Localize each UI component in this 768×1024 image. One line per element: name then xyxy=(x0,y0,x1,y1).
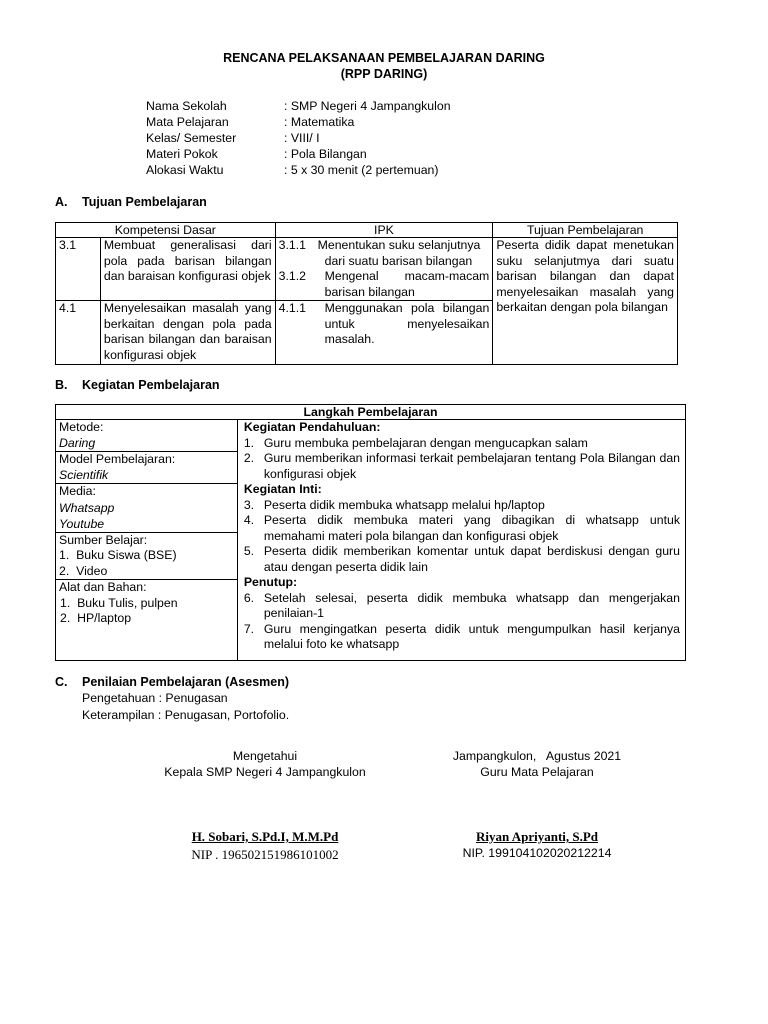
identity-value: : Pola Bilangan xyxy=(284,147,367,161)
header-ipk: IPK xyxy=(275,223,493,238)
section-title: Tujuan Pembelajaran xyxy=(82,195,207,209)
identity-value: : Matematika xyxy=(284,115,355,129)
identity-label: Alokasi Waktu xyxy=(146,163,224,177)
metode-label: Metode: xyxy=(59,420,104,434)
sign-left-name: H. Sobari, S.Pd.I, M.M.Pd xyxy=(191,829,339,844)
list-item xyxy=(244,622,680,653)
alat-item: 1. Buku Tulis, pulpen xyxy=(60,595,178,610)
step-number: 3. xyxy=(243,497,255,512)
ipk-number: 3.1.2 xyxy=(278,269,306,283)
media-value: Youtube xyxy=(59,516,105,531)
penilaian-keterampilan: Keterampilan : Penugasan, Portofolio. xyxy=(82,708,290,722)
model-label: Model Pembelajaran: xyxy=(59,452,176,466)
tujuan-text: Peserta didik dapat menetukan suku selanjutmya dari suatu barisan bilangan dan dapat menyelesaikan masalah yang berkaitan dengan pola bilangan xyxy=(493,238,678,365)
media-value: Whatsapp xyxy=(59,500,115,515)
step-text: Guru membuka pembelajaran dengan mengucapkan salam xyxy=(263,435,588,450)
header-kompetensi-dasar: Kompetensi Dasar xyxy=(56,223,276,238)
step-number: 1. xyxy=(243,435,255,450)
inti-title: Kegiatan Inti: xyxy=(243,482,322,496)
section-title: Kegiatan Pembelajaran xyxy=(82,378,220,392)
ipk-text: Menggunakan pola bilangan untuk menyelesaikan masalah. xyxy=(324,301,490,346)
list-item xyxy=(244,513,680,544)
ipk-cell xyxy=(275,301,493,365)
step-text: Peserta didik membuka whatsapp melalui hp/laptop xyxy=(263,497,545,512)
sign-left-title: Kepala SMP Negeri 4 Jampangkulon xyxy=(164,765,366,779)
pendahuluan-list xyxy=(244,436,680,483)
section-number: B. xyxy=(55,378,68,392)
kd-number: 3.1 xyxy=(56,238,101,301)
penilaian-pengetahuan: Pengetahuan : Penugasan xyxy=(82,691,228,705)
section-number: C. xyxy=(55,675,68,689)
list-item xyxy=(244,544,680,575)
media-label: Media: xyxy=(59,484,96,498)
list-item xyxy=(244,451,680,482)
step-number: 4. xyxy=(243,513,255,527)
metode-block xyxy=(56,420,237,452)
inti-list xyxy=(244,498,680,576)
sign-right-nip: NIP. 199104102020212214 xyxy=(462,846,612,860)
step-text: Peserta didik memberikan komentar untuk dapat berdiskusi dengan guru atau dengan peserta didik lain xyxy=(263,544,680,574)
step-text: Guru memberikan informasi terkait pembelajaran tentang Pola Bilangan dan konfigurasi objek xyxy=(263,451,680,481)
sign-left-nip: NIP . 196502151986101002 xyxy=(191,847,339,862)
list-item xyxy=(244,436,680,452)
identity-label: Nama Sekolah xyxy=(146,99,227,113)
step-number: 7. xyxy=(243,621,255,636)
document-subtitle: (RPP DARING) xyxy=(340,67,428,81)
ipk-number: 4.1.1 xyxy=(278,301,306,315)
alat-item: 2. HP/laptop xyxy=(60,611,132,625)
model-value: Scientifik xyxy=(59,467,109,482)
pendahuluan-title: Kegiatan Pendahuluan: xyxy=(243,420,381,434)
sign-right-name: Riyan Apriyanti, S.Pd xyxy=(475,829,599,844)
identity-value: : SMP Negeri 4 Jampangkulon xyxy=(284,99,451,113)
identity-label: Mata Pelajaran xyxy=(146,115,229,129)
sign-right-title: Guru Mata Pelajaran xyxy=(480,765,594,779)
kegiatan-table xyxy=(55,404,686,661)
sumber-item: 1. Buku Siswa (BSE) xyxy=(59,548,177,562)
identity-label: Kelas/ Semester xyxy=(146,131,237,145)
ipk-text: Menentukan suku selanjutnya dari suatu barisan bilangan xyxy=(317,238,481,268)
step-text: Setelah selesai, peserta didik membuka whatsapp dan mengerjakan penilaian-1 xyxy=(263,590,680,620)
step-text: Guru mengingatkan peserta didik untuk mengumpulkan hasil kerjanya melalui foto ke whatsapp xyxy=(263,621,680,651)
media-block xyxy=(56,484,237,533)
list-item xyxy=(244,591,680,622)
section-b-heading xyxy=(55,378,220,392)
list-item xyxy=(244,498,680,514)
ipk-text: Mengenal macam-macam barisan bilangan xyxy=(324,269,490,299)
sumber-item: 2. Video xyxy=(59,563,108,578)
metode-value: Daring xyxy=(59,435,96,450)
document-title: RENCANA PELAKSANAAN PEMBELAJARAN DARING xyxy=(223,51,545,65)
section-a-heading xyxy=(55,195,207,209)
left-column xyxy=(56,420,238,661)
tujuan-table xyxy=(55,222,678,365)
right-column xyxy=(237,420,685,661)
sign-left-caption: Mengetahui xyxy=(232,749,298,763)
model-block xyxy=(56,452,237,484)
kd-text: Membuat generalisasi dari pola pada barisan bilangan dan baraisan konfigurasi objek xyxy=(100,238,275,301)
step-number: 5. xyxy=(243,544,255,558)
step-number: 6. xyxy=(243,590,255,605)
kd-number: 4.1 xyxy=(56,301,101,365)
step-number: 2. xyxy=(243,451,255,465)
sumber-block xyxy=(56,533,237,581)
alat-label: Alat dan Bahan: xyxy=(59,580,147,594)
identity-value: : VIII/ I xyxy=(284,131,320,145)
alat-block xyxy=(56,580,237,627)
step-text: Peserta didik membuka materi yang dibagikan di whatsapp untuk memahami materi pola bilangan dan konfigurasi objek xyxy=(263,513,680,543)
kd-text: Menyelesaikan masalah yang berkaitan dengan pola pada barisan bilangan dan baraisan konfigurasi objek xyxy=(100,301,275,365)
ipk-number: 3.1.1 xyxy=(278,238,306,252)
penutup-title: Penutup: xyxy=(243,575,298,589)
identity-value: : 5 x 30 menit (2 pertemuan) xyxy=(284,163,439,177)
ipk-cell xyxy=(275,238,493,301)
identity-label: Materi Pokok xyxy=(146,147,218,161)
section-title: Penilaian Pembelajaran (Asesmen) xyxy=(82,675,290,689)
sumber-label: Sumber Belajar: xyxy=(59,532,148,547)
header-langkah: Langkah Pembelajaran xyxy=(56,405,686,420)
penutup-list xyxy=(244,591,680,653)
header-tujuan: Tujuan Pembelajaran xyxy=(493,223,678,238)
sign-right-place-date: Jampangkulon, Agustus 2021 xyxy=(452,749,622,763)
section-c-heading xyxy=(55,675,289,689)
section-number: A. xyxy=(55,195,68,209)
